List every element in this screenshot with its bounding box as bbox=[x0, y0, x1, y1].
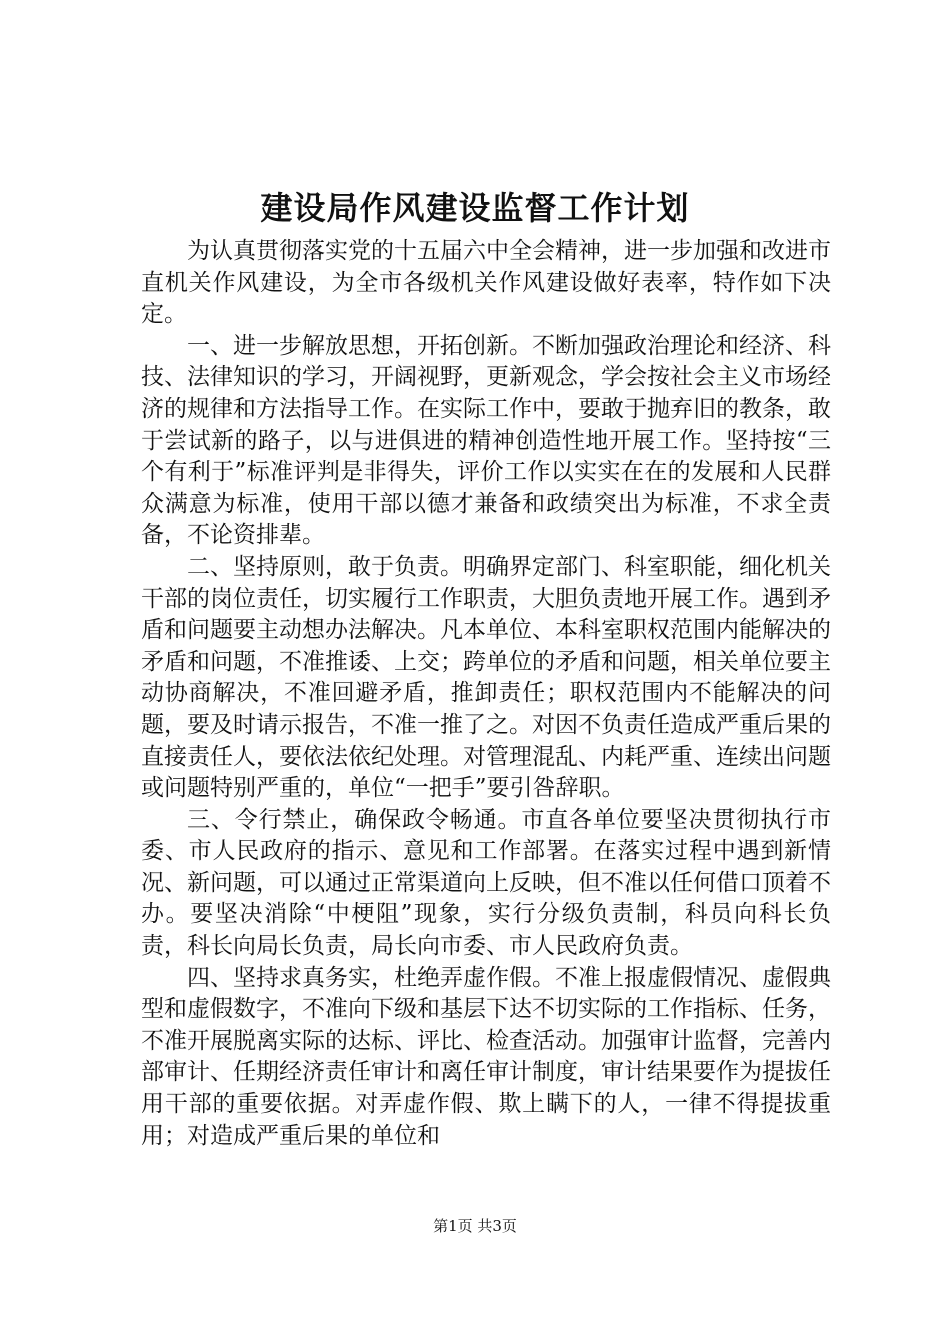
paragraph-section-1: 一、进一步解放思想，开拓创新。不断加强政治理论和经济、科技、法律知识的学习，开阔视野，更新观念，学会按社会主义市场经济的规律和方法指导工作。在实际工作中，要敢于抛弃旧的教条，敢于尝试新的路子，以与进俱进的精神创造性地开展工作。坚持按“三个有利于”标准评判是非得失，评价工作以实实在在的发展和人民群众满意为标准，使用干部以德才兼备和政绩突出为标准，不求全责备，不论资排辈。 bbox=[141, 332, 831, 549]
paragraph-intro: 为认真贯彻落实党的十五届六中全会精神，进一步加强和改进市直机关作风建设，为全市各级机关作风建设做好表率，特作如下决定。 bbox=[141, 238, 831, 328]
document-body bbox=[141, 236, 831, 1152]
page-number-footer: 第1页 共3页 bbox=[433, 1217, 517, 1235]
document-title: 建设局作风建设监督工作计划 bbox=[260, 189, 690, 227]
paragraph-section-4: 四、坚持求真务实，杜绝弄虚作假。不准上报虚假情况、虚假典型和虚假数字，不准向下级和基层下达不切实际的工作指标、任务，不准开展脱离实际的达标、评比、检查活动。加强审计监督，完善内部审计、任期经济责任审计和离任审计制度，审计结果要作为提拔任用干部的重要依据。对弄虚作假、欺上瞒下的人，一律不得提拔重用；对造成严重后果的单位和 bbox=[141, 964, 831, 1149]
paragraph-section-2: 二、坚持原则，敢于负责。明确界定部门、科室职能，细化机关干部的岗位责任，切实履行工作职责，大胆负责地开展工作。遇到矛盾和问题要主动想办法解决。凡本单位、本科室职权范围内能解决的矛盾和问题，不准推诿、上交；跨单位的矛盾和问题，相关单位要主动协商解决，不准回避矛盾，推卸责任；职权范围内不能解决的问题，要及时请示报告，不准一推了之。对因不负责任造成严重后果的直接责任人，要依法依纪处理。对管理混乱、内耗严重、连续出问题或问题特别严重的，单位“一把手”要引咎辞职。 bbox=[141, 553, 831, 802]
paragraph-section-3: 三、令行禁止，确保政令畅通。市直各单位要坚决贯彻执行市委、市人民政府的指示、意见和工作部署。在落实过程中遇到新情况、新问题，可以通过正常渠道向上反映，但不准以任何借口顶着不办。要坚决消除“中梗阻”现象，实行分级负责制，科员向科长负责，科长向局长负责，局长向市委、市人民政府负责。 bbox=[141, 806, 831, 960]
